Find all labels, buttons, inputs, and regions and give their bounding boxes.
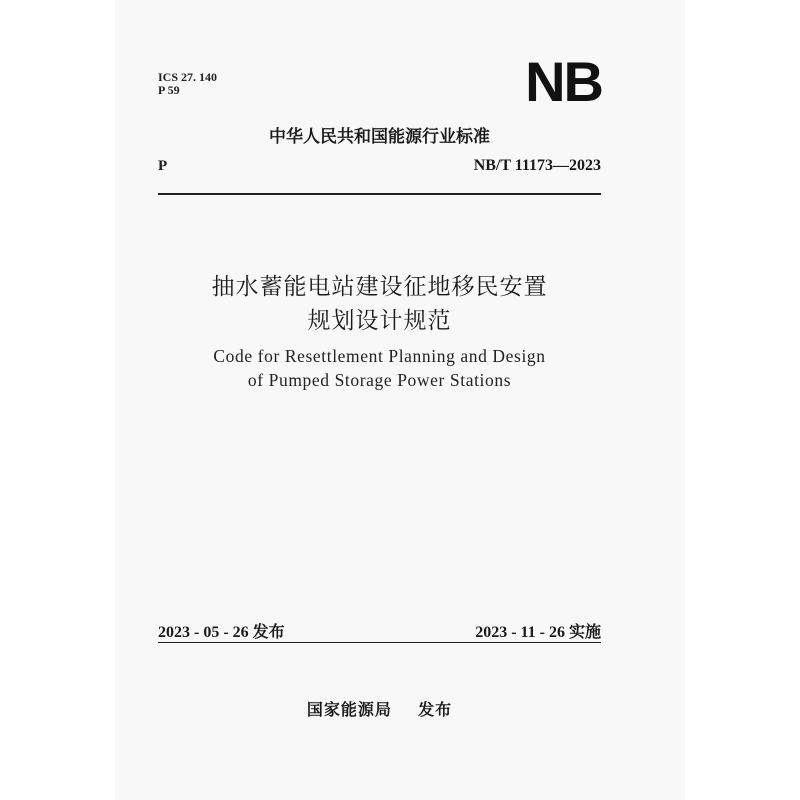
ics-number: ICS 27. 140	[158, 70, 218, 84]
title-cn-line1: 抽水蓄能电站建设征地移民安置	[211, 274, 548, 300]
cover-page	[115, 0, 685, 800]
standard-type: 中华人民共和国能源行业标准	[269, 127, 490, 147]
nb-logo: NB	[525, 50, 602, 113]
implementation-date: 2023 - 11 - 26 实施	[475, 624, 601, 641]
publisher	[158, 697, 601, 720]
category-letter: P	[158, 158, 168, 174]
title-en-line1: Code for Resettlement Planning and Design	[213, 346, 546, 366]
issue-date: 2023 - 05 - 26 发布	[158, 624, 285, 641]
publisher-action: 发布	[418, 700, 453, 719]
title-cn-line2: 规划设计规范	[307, 308, 452, 334]
classification-code: P 59	[158, 83, 180, 97]
title-en-line2: of Pumped Storage Power Stations	[247, 370, 512, 390]
bottom-divider	[158, 642, 601, 643]
publisher-name: 国家能源局	[306, 700, 392, 719]
standard-number: NB/T 11173—2023	[473, 157, 601, 174]
top-divider	[158, 193, 601, 195]
